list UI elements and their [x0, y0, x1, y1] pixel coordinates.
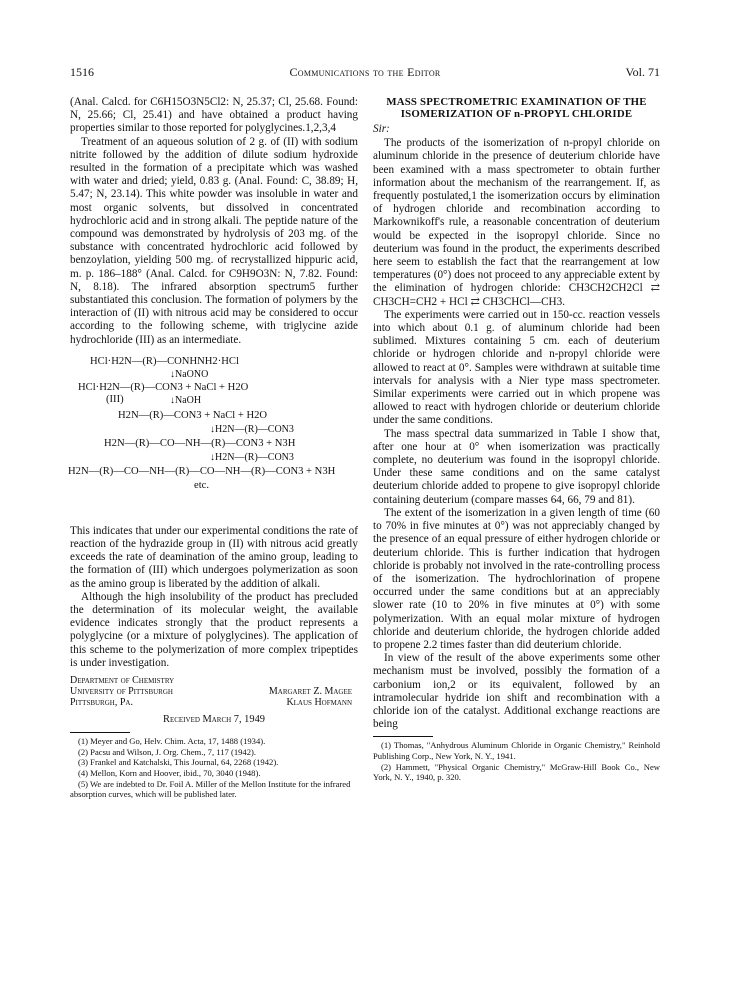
- scheme-line-2: HCl·H2N—(R)—CON3 + NaCl + H2O: [78, 381, 249, 393]
- left-paragraph-2: Treatment of an aqueous solution of 2 g. of (II) with sodium nitrite followed by the addition of dilute sodium hydroxide resulted in the formation of a precipitate which was washed with water and dried; yield, 0.83 g. (Anal. Found: C, 38.89; H, 5.47; N, 23.14). This white powder was insoluble in water and most organic solvents, but dissolved in concentrated hydrochloric acid and in strong alkali. The peptide nature of the compound was demonstrated by hydrolysis of 203 mg. of the substance with concentrated hydrochloric acid followed by benzoylation, yielding 500 mg. of recrystallized hippuric acid, m. p. 186–188° (Anal. Calcd. for C9H9O3N: N, 7.82. Found: N, 8.18). The infrared absorption spectrum5 further substantiated this conclusion. The formation of polymers by the interaction of (II) with nitrous acid may be considered to occur according to the following scheme, with triglycine azide hydrochloride (III) as an intermediate.: [70, 135, 358, 346]
- footnote-1: (1) Meyer and Go, Helv. Chim. Acta, 17, 1488 (1934).: [78, 736, 266, 747]
- scheme-line-5: H2N—(R)—CO—NH—(R)—CO—NH—(R)—CON3 + N3H: [68, 465, 336, 477]
- author-name-1: Margaret Z. Magee: [268, 686, 352, 698]
- affiliation-department: Department of Chemistry: [70, 675, 175, 687]
- salutation: Sir:: [373, 123, 390, 135]
- scheme-line-4: H2N—(R)—CO—NH—(R)—CON3 + N3H: [104, 437, 296, 449]
- left-paragraph-4: Although the high insolubility of the product has precluded the determination of its molecular weight, the available evidence indicates strongly that the product represents a polyglycine (or a mixture of polyglycines). The application of this scheme to the polymerization of more complex tripeptides is under investigation.: [70, 590, 358, 669]
- scheme-arrow-3: ↓H2N—(R)—CON3: [210, 423, 294, 435]
- footnote-divider-right: [373, 736, 433, 737]
- running-title: Communications to the Editor: [289, 65, 441, 79]
- right-paragraph-4: The extent of the isomerization in a given length of time (60 to 70% in five minutes at 0°) was not appreciably changed by the presence of an equal pressure of either hydrogen chloride or deuterium chloride. This is further indication that hydrogen chloride is probably not involved in the rate-controlling process of the isomerization. The hydrochlorination of propene occurred under the same conditions but at an appreciably slower rate (10 to 20% in five minutes at 0°) with some polymerization. With an equal molar mixture of hydrogen chloride and deuterium chloride, the hydrogen chloride added to propene 2.2 times faster than did deuterium chloride.: [373, 506, 660, 651]
- scheme-etc: etc.: [194, 479, 209, 491]
- author-name-2: Klaus Hofmann: [286, 697, 352, 709]
- left-footnotes: [70, 736, 358, 800]
- right-footnote-2: (2) Hammett, "Physical Organic Chemistry," McGraw-Hill Book Co., New York, N. Y., 1940, p. 320.: [373, 761, 660, 783]
- volume-label: Vol. 71: [625, 65, 660, 79]
- right-paragraph-3: The mass spectral data summarized in Table I show that, after one hour at 0° when isomerization was practically complete, no deuterium was found in the isopropyl chloride. Under these same conditions and on the same catalyst deuterium chloride added to propene to give isopropyl chloride containing deuterium (compare masses 64, 66, 79 and 81).: [373, 427, 660, 506]
- author-affiliation: [70, 675, 358, 711]
- scheme-arrow-2: ↓NaOH: [170, 394, 202, 406]
- scheme-arrow-1: ↓NaONO: [170, 368, 209, 380]
- footnote-4: (4) Mellon, Korn and Hoover, ibid., 70, 3040 (1948).: [78, 768, 261, 779]
- left-column: [70, 96, 358, 800]
- footnote-2: (2) Pacsu and Wilson, J. Org. Chem., 7, 117 (1942).: [78, 746, 257, 757]
- left-paragraph-3: This indicates that under our experimental conditions the rate of reaction of the hydrazide group in (II) with nitrous acid greatly exceeds the rate of deamination of the amino group, leading to the formation of (III) which undergoes polymerization as soon as the amino group is liberated by the addition of alkali.: [70, 524, 358, 590]
- reaction-scheme: [70, 355, 358, 517]
- scheme-arrow-4: ↓H2N—(R)—CON3: [210, 451, 294, 463]
- scheme-label-iii: (III): [106, 393, 124, 405]
- right-paragraph-1: The products of the isomerization of n-propyl chloride on aluminum chloride in the presence of deuterium chloride have been examined with a mass spectrometer to obtain further information about the mechanism of the rearrangement. If, as frequently postulated,1 the isomerization occurs by elimination of hydrogen chloride and recombination according to Markownikoff's rule, a reasonable concentration of deuterium would be expected in the isopropyl chloride. Since no deuterium was found in the product, the experiments described here seem to establish the fact that the rearrangement at low temperatures (0°) does not proceed to any appreciable extent by the elimination of hydrogen chloride: CH3CH2CH2Cl ⇄ CH3CH=CH2 + HCl ⇄ CH3CHCl—CH3.: [373, 137, 660, 308]
- page-number: 1516: [70, 65, 94, 79]
- left-paragraph-1: (Anal. Calcd. for C6H15O3N5Cl2: N, 25.37; Cl, 25.68. Found: N, 25.66; Cl, 25.41) and have obtained a product having properties similar to those reported for polyglycines.1,2,3,4: [70, 96, 358, 135]
- received-date: Received March 7, 1949: [163, 714, 265, 726]
- footnote-5: (5) We are indebted to Dr. Foil A. Miller of the Mellon Institute for the infrared absorption curves, which will be published later.: [70, 778, 351, 800]
- footnote-3: (3) Frankel and Katchalski, This Journal, 64, 2268 (1942).: [78, 757, 279, 768]
- article-title: MASS SPECTROMETRIC EXAMINATION OF THE ISOMERIZATION OF n-PROPYL CHLORIDE: [386, 96, 647, 120]
- right-column: [373, 96, 660, 783]
- right-paragraph-2: The experiments were carried out in 150-cc. reaction vessels into which about 0.1 g. of aluminum chloride had been sublimed. Mixtures containing 5 cm. each of deuterium chloride or hydrogen chloride and n-propyl chloride were allowed to react at 0°. Samples were withdrawn at suitable time intervals for analysis with a Nier type mass spectrometer. Similar experiments were carried out in which propene was allowed to react with hydrogen chloride or deuterium chloride under the same conditions.: [373, 308, 660, 427]
- running-header: [70, 65, 660, 81]
- scheme-line-1: HCl·H2N—(R)—CONHNH2·HCl: [90, 355, 239, 367]
- right-footnote-1: (1) Thomas, "Anhydrous Aluminum Chloride in Organic Chemistry," Reinhold Publishing Corp., New York, N. Y., 1941.: [373, 740, 660, 761]
- footnote-divider: [70, 732, 130, 733]
- scheme-line-3: H2N—(R)—CON3 + NaCl + H2O: [118, 409, 268, 421]
- right-footnotes: [373, 740, 660, 782]
- affiliation-city: Pittsburgh, Pa.: [70, 697, 133, 709]
- right-paragraph-5: In view of the result of the above experiments some other mechanism must be involved, possibly the formation of a carbonium ion,2 or its equivalent, followed by an intramolecular hydride ion shift and recombination with a chloride ion of the catalyst. Additional exchange reactions are being: [373, 652, 660, 731]
- affiliation-university: University of Pittsburgh: [70, 686, 173, 698]
